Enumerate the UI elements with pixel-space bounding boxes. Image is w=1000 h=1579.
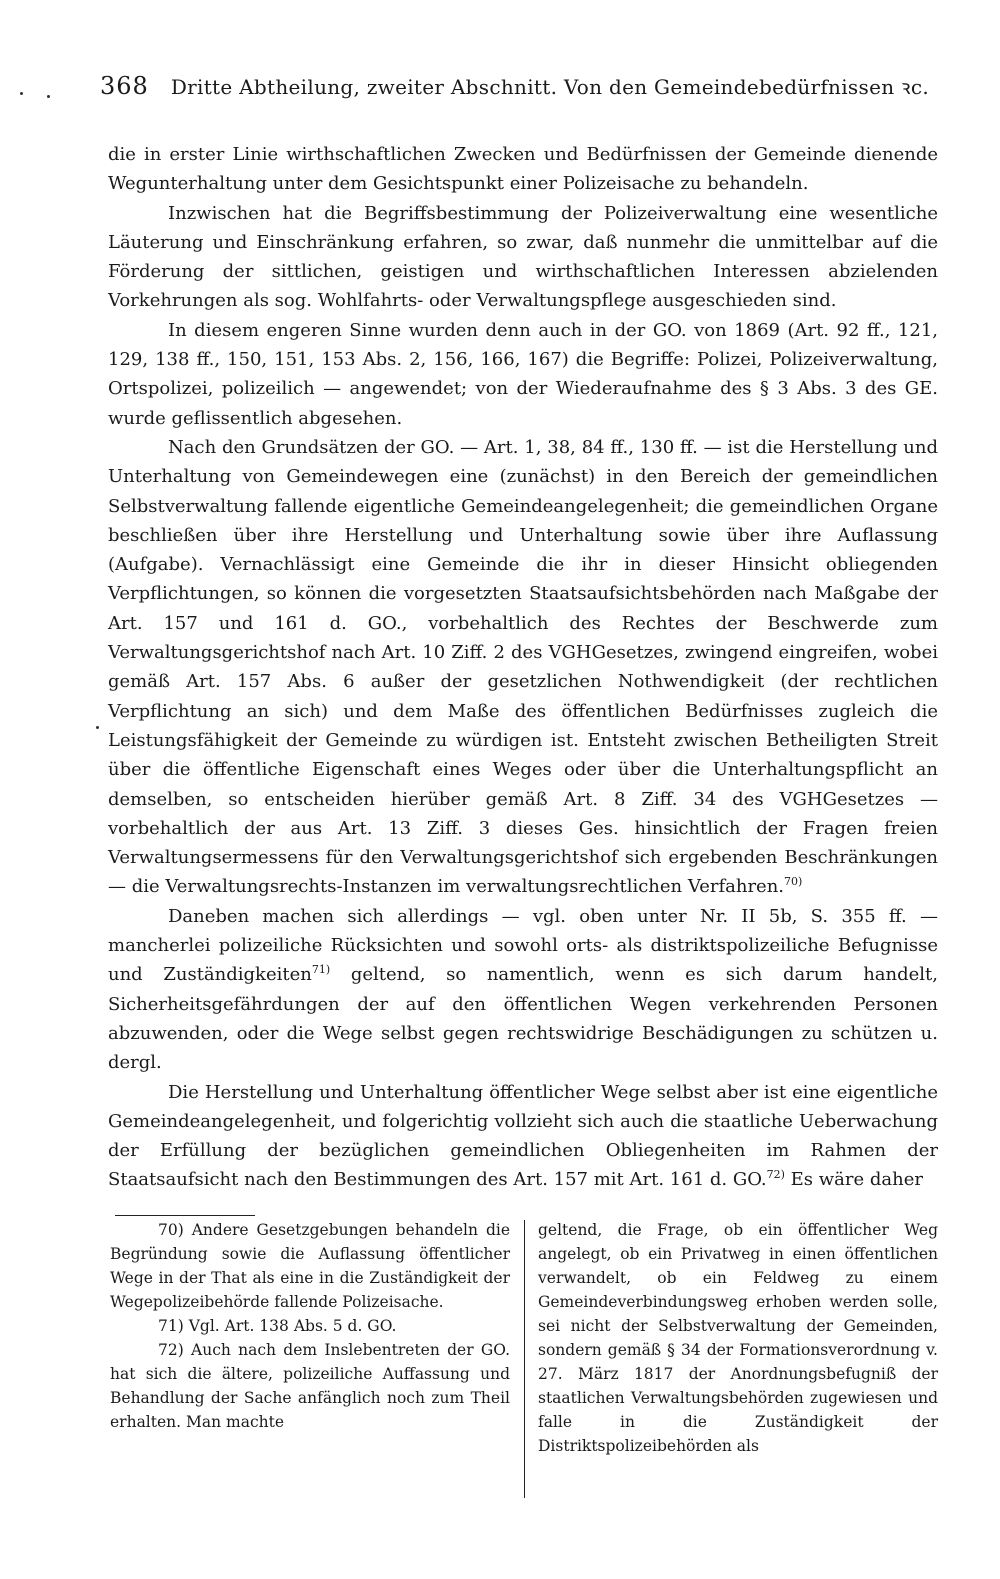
paragraph-text: geltend, so namentlich, wenn es sich darum handelt, Sicherheitsgefährdungen der auf den öffentlichen Wegen verkehrenden Personen abzuwenden, oder die Wege selbst gegen rechtswidrige Beschädigungen zu schützen u. dergl. (108, 964, 939, 1074)
footnote-ref-72: 72) (766, 1168, 785, 1182)
paragraph-text: Es wäre daher (790, 1169, 923, 1191)
paragraph-text: Daneben machen sich allerdings — vgl. oben unter Nr. II 5b, S. 355 ff. — mancherlei polizeiliche Rücksichten und sowohl orts- als distriktspolizeiliche Befugnisse und Zuständigkeiten (108, 905, 938, 986)
footnote-column-right (538, 1218, 938, 1498)
main-text (108, 140, 938, 1195)
footnote-71: 71) Vgl. Art. 138 Abs. 5 d. GO. (158, 1317, 397, 1335)
footnote-ref-71: 71) (311, 963, 331, 977)
print-speck (47, 95, 50, 98)
footnotes (110, 1218, 938, 1498)
paragraph: In diesem engeren Sinne wurden denn auch in der GO. von 1869 (Art. 92 ff., 121, 129, 138 ff., 150, 151, 153 Abs. 2, 156, 166, 167) die Begriffe: Polizei, Polizeiverwaltung, Ortspolizei, polizeilich — angewendet; von der Wiederaufnahme des § 3 Abs. 3 des GE. wurde geflissentlich abgesehen. (108, 319, 938, 429)
running-title: Dritte Abtheilung, zweiter Abschnitt. Von den Gemeindebedürfnissen ꝛc. (170, 75, 929, 99)
column-divider (524, 1220, 525, 1498)
footnote-column-left (110, 1218, 510, 1498)
footnote-ref-70: 70) (784, 875, 803, 889)
footnote-rule (115, 1215, 255, 1216)
paragraph: die in erster Linie wirthschaftlichen Zwecken und Bedürfnissen der Gemeinde dienende Wegunterhaltung unter dem Gesichtspunkt einer Polizeisache zu behandeln. (108, 144, 938, 195)
footnote-72: 72) Auch nach dem Inslebentreten der GO. hat sich die ältere, polizeiliche Auffassung und Behandlung der Sache anfänglich noch zum Theil erhalten. Man machte (110, 1341, 510, 1431)
paragraph-text: Nach den Grundsätzen der GO. — Art. 1, 38, 84 ff., 130 ff. — ist die Herstellung und Unterhaltung von Gemeindewegen eine (zunächst) in den Bereich der gemeindlichen Selbstverwaltung fallende eigentliche Gemeindeangelegenheit; die gemeindlichen Organe beschließen über ihre Herstellung und Unterhaltung sowie über ihre Auflassung (Aufgabe). Vernachlässigt eine Gemeinde die ihr in dieser Hinsicht obliegenden Verpflichtungen, so können die vorgesetzten Staatsaufsichtsbehörden nach Maßgabe der Art. 157 und 161 d. GO., vorbehaltlich des Rechtes der Beschwerde zum Verwaltungsgerichtshof nach Art. 10 Ziff. 2 des VGHGesetzes, zwingend eingreifen, wobei gemäß Art. 157 Abs. 6 außer der gesetzlichen Nothwendigkeit (der rechtlichen Verpflichtung an sich) und dem Maße des öffentlichen Bedürfnisses zugleich die Leistungsfähigkeit der Gemeinde zu würdigen ist. Entsteht zwischen Betheiligten Streit über die öffentliche Eigenschaft eines Weges oder über die Unterhaltungspflicht an demselben, so entscheiden hierüber gemäß Art. 8 Ziff. 34 des VGHGesetzes — vorbehaltlich der aus Art. 13 Ziff. 3 dieses Ges. hinsichtlich der Fragen freien Verwaltungsermessens für den Verwaltungsgerichtshof sich ergebenden Beschränkungen — die Verwaltungsrechts-Instanzen im verwaltungsrechtlichen Verfahren. (108, 436, 938, 898)
page-number: 368 (100, 72, 149, 100)
paragraph-text: Die Herstellung und Unterhaltung öffentlicher Wege selbst aber ist eine eigentliche Gemeindeangelegenheit, und folgerichtig vollzieht sich auch die staatliche Ueberwachung der Erfüllung der bezüglichen gemeindlichen Obliegenheiten im Rahmen der Staatsaufsicht nach den Bestimmungen des Art. 157 mit Art. 161 d. GO. (108, 1081, 938, 1191)
paragraph (108, 1078, 938, 1195)
page-header (100, 72, 940, 112)
paragraph (108, 902, 938, 1078)
print-speck (96, 726, 99, 729)
paragraph: Inzwischen hat die Begriffsbestimmung der Polizeiverwaltung eine wesentliche Läuterung und Einschränkung erfahren, so zwar, daß nunmehr die unmittelbar auf die Förderung der sittlichen, geistigen und wirthschaftlichen Interessen abzielenden Vorkehrungen als sog. Wohlfahrts- oder Verwaltungspflege ausgeschieden sind. (108, 202, 938, 312)
print-speck (20, 92, 23, 95)
footnote-72-continued: geltend, die Frage, ob ein öffentlicher Weg angelegt, ob ein Privatweg in einen öffentlichen verwandelt, ob ein Feldweg zu einem Gemeindeverbindungsweg erhoben werden solle, sei nicht der Selbstverwaltung der Gemeinden, sondern gemäß § 34 der Formationsverordnung v. 27. März 1817 der Anordnungsbefugniß der staatlichen Verwaltungsbehörden zugewiesen und falle in die Zuständigkeit der Distriktspolizeibehörden als (538, 1221, 938, 1455)
paragraph (108, 433, 938, 902)
footnote-70: 70) Andere Gesetzgebungen behandeln die Begründung sowie die Auflassung öffentlicher Wege in der That als eine in die Zuständigkeit der Wegepolizeibehörde fallende Polizeisache. (110, 1221, 510, 1311)
